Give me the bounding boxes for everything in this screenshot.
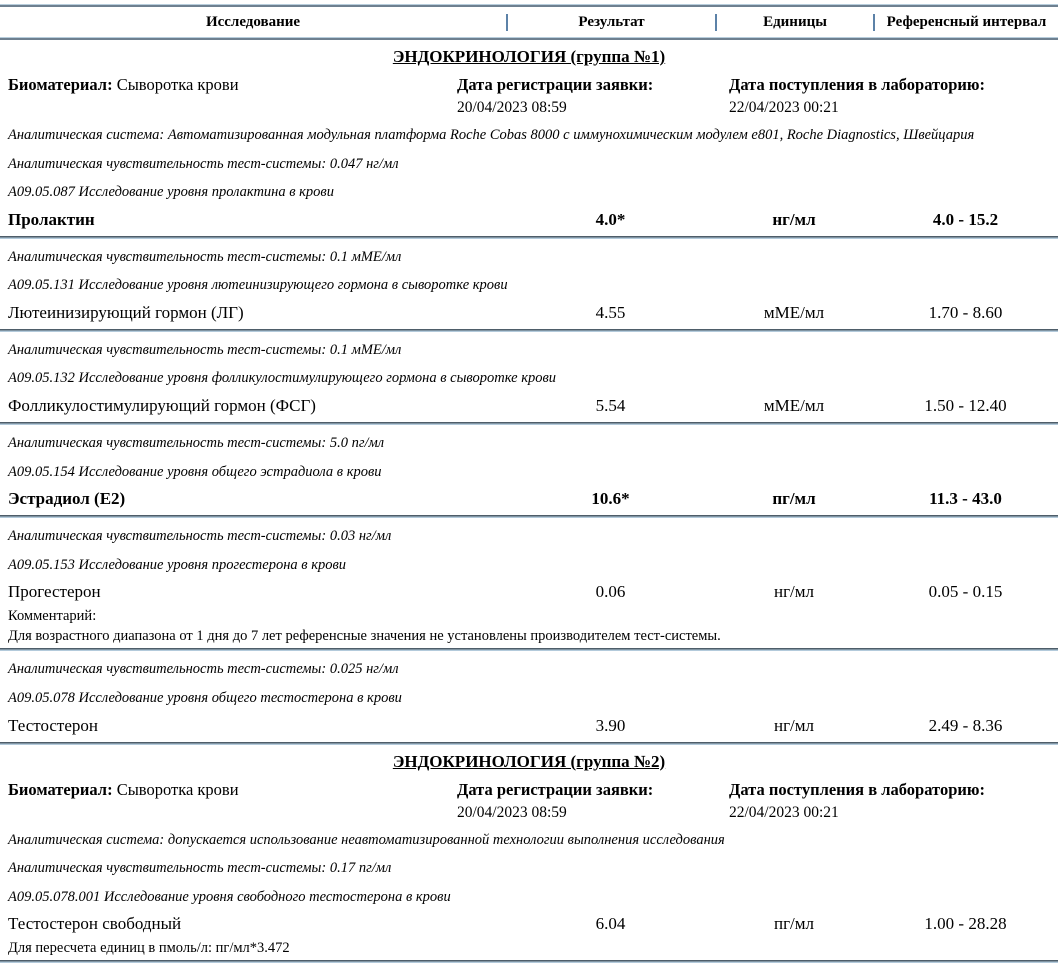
test-units: мМЕ/мл <box>763 395 825 415</box>
row-separator <box>0 422 1058 425</box>
sensitivity-note: Аналитическая чувствительность тест-системы: 5.0 пг/мл <box>8 434 385 451</box>
test-units: нг/мл <box>773 715 815 735</box>
results-table-header <box>0 4 1058 40</box>
test-result: 6.04 <box>595 914 626 934</box>
biomaterial-value: Сыворотка крови <box>112 75 239 94</box>
received-date-value: 22/04/2023 00:21 <box>729 803 839 821</box>
biomaterial-label: Биоматериал: <box>8 779 113 799</box>
test-reference: 1.70 - 8.60 <box>928 302 1003 322</box>
test-units: нг/мл <box>773 582 815 602</box>
received-date-label: Дата поступления в лабораторию: <box>729 779 985 799</box>
test-reference: 1.00 - 28.28 <box>924 914 1007 934</box>
test-row-progesterone <box>0 582 1058 605</box>
column-header-result: Результат <box>506 14 715 31</box>
test-name: Тестостерон <box>8 715 98 735</box>
test-units: мМЕ/мл <box>763 302 825 322</box>
test-code-line: А09.05.087 Исследование уровня пролактина в крови <box>8 184 334 201</box>
test-row-fsh <box>0 396 1058 419</box>
test-reference: 11.3 - 43.0 <box>929 489 1002 509</box>
row-separator <box>0 236 1058 239</box>
test-reference: 2.49 - 8.36 <box>928 715 1003 735</box>
sensitivity-note: Аналитическая чувствительность тест-системы: 0.047 нг/мл <box>8 155 399 172</box>
column-header-units: Единицы <box>715 14 873 31</box>
registration-date-value: 20/04/2023 08:59 <box>457 803 567 821</box>
header-bottom-rule <box>0 37 1058 40</box>
sensitivity-note: Аналитическая чувствительность тест-системы: 0.17 пг/мл <box>8 860 392 877</box>
column-header-reference: Референсный интервал <box>873 14 1058 31</box>
biomaterial-value: Сыворотка крови <box>112 779 239 799</box>
test-reference: 4.0 - 15.2 <box>932 209 999 229</box>
sensitivity-note: Аналитическая чувствительность тест-системы: 0.03 нг/мл <box>8 528 392 545</box>
comment-label: Комментарий: <box>8 608 97 625</box>
test-reference: 0.05 - 0.15 <box>928 582 1003 602</box>
test-result: 5.54 <box>595 395 626 415</box>
test-name: Эстрадиол (Е2) <box>8 489 126 509</box>
test-result: 4.0* <box>595 209 626 229</box>
row-separator <box>0 648 1058 651</box>
test-row-lh <box>0 303 1058 326</box>
test-code-line: А09.05.078.001 Исследование уровня свободного тестостерона в крови <box>8 888 451 905</box>
received-date-label: Дата поступления в лабораторию: <box>729 75 985 94</box>
test-code-line: А09.05.132 Исследование уровня фолликулостимулирующего гормона в сыворотке крови <box>8 370 557 387</box>
biomaterial-row-1 <box>8 75 1050 117</box>
column-header-study: Исследование <box>205 13 301 30</box>
test-result: 4.55 <box>595 302 626 322</box>
test-result: 3.90 <box>595 715 626 735</box>
conversion-note: Для пересчета единиц в пмоль/л: пг/мл*3.472 <box>8 940 290 957</box>
test-reference: 1.50 - 12.40 <box>924 395 1007 415</box>
analytical-system-note: Аналитическая система: допускается использование неавтоматизированной технологии выполнения исследования <box>8 831 725 848</box>
biomaterial-label: Биоматериал: <box>8 75 113 94</box>
biomaterial-row-2 <box>8 780 1050 822</box>
sensitivity-note: Аналитическая чувствительность тест-системы: 0.1 мМЕ/мл <box>8 341 402 358</box>
test-result: 0.06 <box>595 582 626 602</box>
test-code-line: А09.05.131 Исследование уровня лютеинизирующего гормона в сыворотке крови <box>8 277 508 294</box>
test-row-prolactin <box>0 210 1058 233</box>
analytical-system-note: Аналитическая система: Автоматизированная модульная платформа Roche Cobas 8000 с иммунохимическим модулем e801, Roche Diagnostics, Швейцария <box>8 127 975 143</box>
test-code-line: А09.05.078 Исследование уровня общего тестостерона в крови <box>8 690 402 706</box>
registration-date-value: 20/04/2023 08:59 <box>457 99 567 116</box>
test-name: Прогестерон <box>8 582 101 602</box>
registration-date-label: Дата регистрации заявки: <box>457 779 654 799</box>
test-result: 10.6* <box>591 489 630 509</box>
test-units: пг/мл <box>772 489 816 509</box>
sensitivity-note: Аналитическая чувствительность тест-системы: 0.1 мМЕ/мл <box>8 248 402 265</box>
test-code-line: А09.05.153 Исследование уровня прогестерона в крови <box>8 556 347 573</box>
test-units: нг/мл <box>772 209 816 229</box>
section-title-group1: ЭНДОКРИНОЛОГИЯ (группа №1) <box>392 47 666 66</box>
row-separator <box>0 329 1058 332</box>
test-code-line: А09.05.154 Исследование уровня общего эстрадиола в крови <box>8 463 382 480</box>
section-title-group2: ЭНДОКРИНОЛОГИЯ (группа №2) <box>392 751 666 771</box>
received-date-value: 22/04/2023 00:21 <box>729 99 839 116</box>
comment-text: Для возрастного диапазона от 1 дня до 7 лет референсные значения не установлены производителем тест-системы. <box>8 628 721 645</box>
test-units: пг/мл <box>773 914 815 934</box>
section-separator <box>0 742 1058 745</box>
test-name: Пролактин <box>8 209 95 229</box>
row-separator <box>0 515 1058 518</box>
test-row-testosterone <box>0 716 1058 739</box>
test-name: Тестостерон свободный <box>8 914 182 934</box>
test-name: Фолликулостимулирующий гормон (ФСГ) <box>8 395 316 415</box>
test-row-free-testosterone <box>0 914 1058 937</box>
test-name: Лютеинизирующий гормон (ЛГ) <box>8 302 244 322</box>
registration-date-label: Дата регистрации заявки: <box>457 75 654 94</box>
sensitivity-note: Аналитическая чувствительность тест-системы: 0.025 нг/мл <box>8 661 399 678</box>
lab-report-page <box>0 4 1058 957</box>
test-row-estradiol <box>0 489 1058 512</box>
